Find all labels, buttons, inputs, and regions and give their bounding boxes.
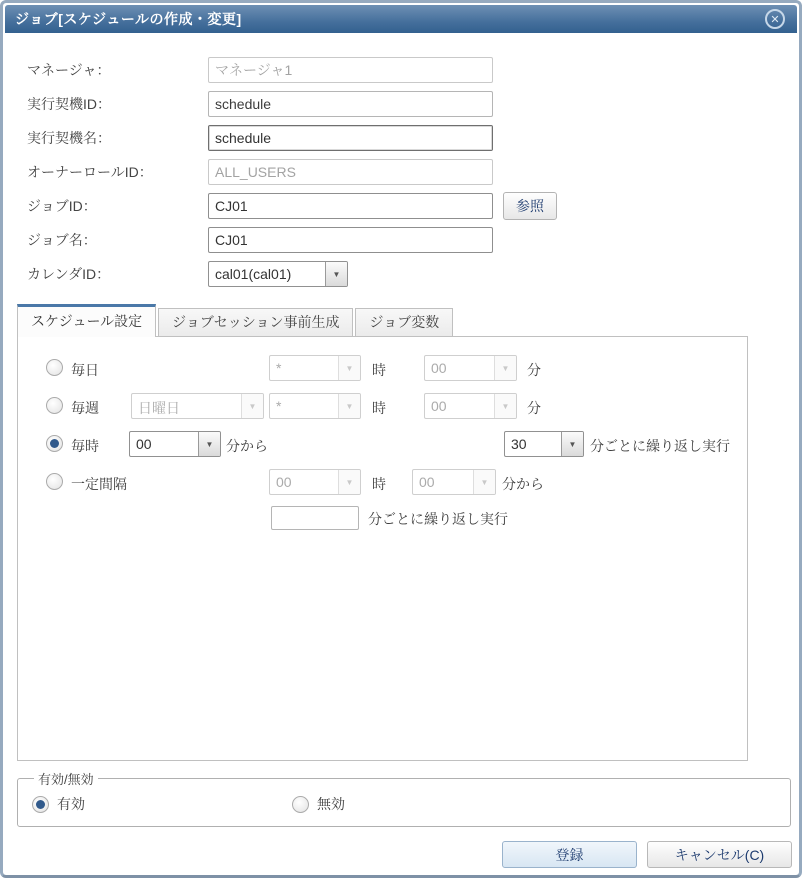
hourly-radio-label: 毎時 [71,438,99,454]
field-row-owner-role [27,159,799,185]
dropdown-arrow-icon: ▼ [325,262,347,286]
enabled-radio-label: 有効 [57,796,85,812]
field-row-manager [27,57,799,83]
weekly-minute-select [424,393,517,419]
dropdown-arrow-icon: ▼ [494,394,516,418]
weekly-day-value: 日曜日 [138,400,180,416]
interval-minute-value: 00 [419,474,435,490]
manager-label: マネージャ： [27,62,111,78]
job-id-label: ジョブID： [27,198,97,214]
manager-input [208,57,493,83]
weekly-hour-value: * [276,398,282,414]
dropdown-arrow-icon: ▼ [198,432,220,456]
interval-minute-suffix: 分から [502,476,544,492]
enabled-radio[interactable] [32,796,49,813]
owner-role-label: オーナーロールID： [27,164,153,180]
dropdown-arrow-icon: ▼ [494,356,516,380]
tab-schedule-settings[interactable]: スケジュール設定 [17,304,156,337]
disabled-radio[interactable] [292,796,309,813]
dropdown-arrow-icon: ▼ [241,394,263,418]
hourly-from-suffix: 分から [226,438,268,454]
tab-job-variables[interactable]: ジョブ変数 [355,308,453,336]
interval-hour-select [269,469,361,495]
interval-radio[interactable] [46,473,63,490]
dropdown-arrow-icon: ▼ [338,356,360,380]
job-name-input[interactable] [208,227,493,253]
weekly-radio-label: 毎週 [71,400,99,416]
tab-session-pregenerate[interactable]: ジョブセッション事前生成 [158,308,353,336]
calendar-select-value: cal01(cal01) [215,266,292,282]
dialog-title: ジョブ[スケジュールの作成・変更] [15,11,242,27]
daily-minute-select [424,355,517,381]
job-form [3,33,799,287]
enable-option [32,794,292,814]
close-icon: ✕ [770,13,780,26]
disable-option [292,794,345,814]
hourly-from-minute-select[interactable] [129,431,221,457]
field-row-job-name [27,227,799,253]
interval-radio-label: 一定間隔 [71,476,127,492]
cancel-button[interactable]: キャンセル(C) [647,841,792,868]
field-row-trigger-id [27,91,799,117]
daily-minute-suffix: 分 [527,362,541,378]
tab-strip [17,303,785,336]
weekly-radio[interactable] [46,397,63,414]
interval-repeat-suffix: 分ごとに繰り返し実行 [368,511,508,527]
disabled-radio-label: 無効 [317,796,345,812]
daily-radio-label: 毎日 [71,362,99,378]
weekly-minute-value: 00 [431,398,447,414]
job-name-label: ジョブ名： [27,232,97,248]
interval-hour-value: 00 [276,474,292,490]
interval-hour-suffix: 時 [372,476,386,492]
interval-minute-select [412,469,496,495]
dropdown-arrow-icon: ▼ [473,470,495,494]
trigger-name-input[interactable] [208,125,493,151]
job-id-input[interactable] [208,193,493,219]
daily-hour-select [269,355,361,381]
calendar-id-label: カレンダID： [27,266,111,282]
trigger-id-label: 実行契機ID： [27,96,111,112]
hourly-interval-suffix: 分ごとに繰り返し実行 [590,438,730,454]
daily-radio[interactable] [46,359,63,376]
hourly-from-minute-value: 00 [136,436,152,452]
hourly-radio[interactable] [46,435,63,452]
field-row-calendar-id [27,261,799,287]
register-button[interactable]: 登録 [502,841,637,868]
trigger-id-input[interactable] [208,91,493,117]
owner-role-input [208,159,493,185]
calendar-select[interactable] [208,261,348,287]
enable-disable-fieldset [17,769,791,827]
weekly-hour-suffix: 時 [372,400,386,416]
daily-minute-value: 00 [431,360,447,376]
enable-options [32,794,776,814]
dropdown-arrow-icon: ▼ [561,432,583,456]
interval-repeat-input [271,506,359,530]
field-row-trigger-name [27,125,799,151]
footer [3,827,799,868]
daily-hour-suffix: 時 [372,362,386,378]
trigger-name-label: 実行契機名： [27,130,111,146]
hourly-interval-select[interactable] [504,431,584,457]
schedule-settings-panel [17,336,748,761]
browse-button[interactable]: 参照 [503,192,557,220]
hourly-interval-value: 30 [511,436,527,452]
daily-hour-value: * [276,360,282,376]
dropdown-arrow-icon: ▼ [338,394,360,418]
weekly-minute-suffix: 分 [527,400,541,416]
close-button[interactable] [765,9,785,29]
titlebar [5,5,797,33]
field-row-job-id [27,193,799,219]
weekly-hour-select [269,393,361,419]
dropdown-arrow-icon: ▼ [338,470,360,494]
enable-disable-legend: 有効/無効 [38,772,94,787]
weekly-day-select [131,393,264,419]
